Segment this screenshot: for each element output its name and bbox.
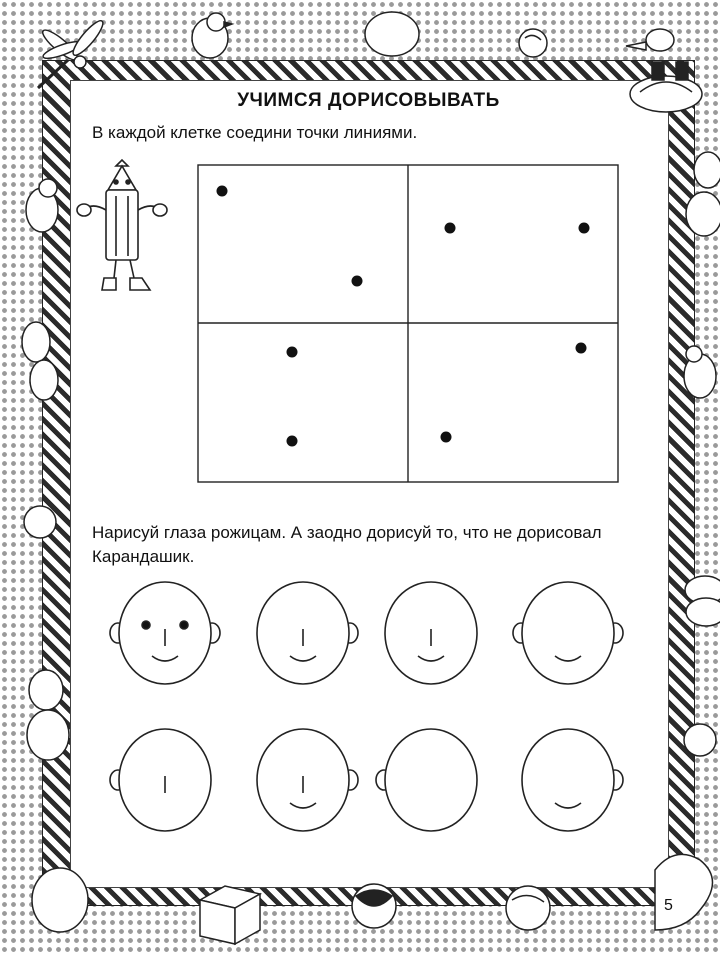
face[interactable] bbox=[257, 582, 358, 684]
face-outline bbox=[522, 582, 614, 684]
face[interactable] bbox=[110, 729, 211, 831]
face[interactable] bbox=[522, 729, 623, 831]
page-title: УЧИМСЯ ДОРИСОВЫВАТЬ bbox=[237, 90, 500, 111]
eye-left bbox=[142, 621, 150, 629]
face[interactable] bbox=[110, 582, 220, 684]
face[interactable] bbox=[513, 582, 623, 684]
face[interactable] bbox=[376, 729, 477, 831]
eye-right bbox=[180, 621, 188, 629]
face-outline bbox=[522, 729, 614, 831]
page-number: 5 bbox=[664, 897, 673, 914]
face-outline bbox=[385, 729, 477, 831]
task1-instruction: В каждой клетке соедини точки линиями. bbox=[92, 123, 418, 142]
face[interactable] bbox=[385, 582, 477, 684]
task2-instruction: Нарисуй глаза рожицам. А заодно дорисуй то, что не дорисовал Карандашик. bbox=[92, 523, 602, 566]
face[interactable] bbox=[257, 729, 358, 831]
